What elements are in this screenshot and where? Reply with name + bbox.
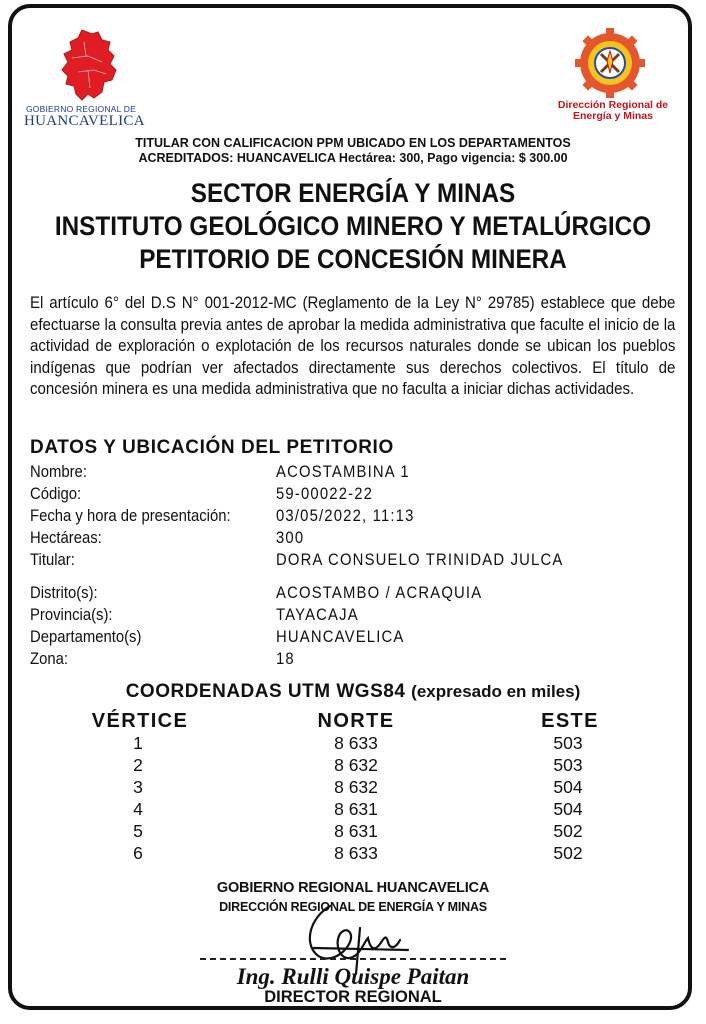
field-value: ACOSTAMBO / ACRAQUIA [276, 584, 483, 602]
signature-org-line2: DIRECCIÓN REGIONAL DE ENERGÍA Y MINAS [219, 900, 487, 914]
vertex-cell: 3 [133, 777, 143, 797]
column-header-este: ESTE [541, 710, 599, 732]
signature-line [200, 958, 506, 960]
section-title: DATOS Y UBICACIÓN DEL PETITORIO [30, 437, 394, 458]
coordinates-title-main: COORDENADAS UTM WGS84 [125, 681, 406, 702]
east-cell: 504 [553, 799, 583, 819]
legal-paragraph: El artículo 6° del D.S N° 001-2012-MC (Reglamento de la Ley N° 29785) establece que debe efectuarse la consulta previa antes de aprobar la medida administrativa que faculte el inicio de la actividad de exploración o explotación de los recursos naturales donde se ubican los pueblos indígenas que podrían ver afectados directamente sus derechos colectivos. El título de concesión minera es una medida administrativa que no faculta a iniciar dichas actividades. [30, 294, 676, 398]
logo-right-line2: Energía y Minas [573, 110, 653, 122]
field-label: Distrito(s): [30, 584, 98, 602]
signatory-role: DIRECTOR REGIONAL [264, 988, 442, 1006]
field-label: Provincia(s): [30, 606, 113, 624]
field-value: DORA CONSUELO TRINIDAD JULCA [276, 551, 564, 569]
direccion-regional-logo [538, 24, 688, 130]
logo-right-line1: Dirección Regional de [557, 99, 669, 111]
field-value: 18 [276, 650, 295, 668]
field-label: Departamento(s) [30, 628, 142, 646]
column-header-vertice: VÉRTICE [91, 710, 189, 732]
field-label: Titular: [30, 551, 75, 569]
signatory-name: Ing. Rulli Quispe Paitan [236, 964, 470, 989]
heading-line3: PETITORIO DE CONCESIÓN MINERA [139, 244, 567, 274]
east-cell: 504 [553, 777, 583, 797]
field-value: 03/05/2022, 11:13 [276, 507, 415, 525]
vertex-cell: 5 [133, 821, 143, 841]
heading-line2: INSTITUTO GEOLÓGICO MINERO Y METALÚRGICO [54, 211, 652, 241]
heading-line1: SECTOR ENERGÍA Y MINAS [190, 178, 516, 208]
column-header-norte: NORTE [317, 710, 395, 732]
logo-left-line2: HUANCAVELICA [24, 113, 145, 129]
vertex-cell: 4 [133, 799, 143, 819]
titular-line2: ACREDITADOS: HUANCAVELICA Hectárea: 300, Pago vigencia: $ 300.00 [138, 151, 568, 165]
north-cell: 8 633 [334, 733, 378, 753]
field-label: Código: [30, 485, 82, 503]
vertex-cell: 6 [133, 843, 143, 863]
north-cell: 8 631 [334, 821, 378, 841]
signature-org-line1: GOBIERNO REGIONAL HUANCAVELICA [216, 880, 490, 896]
gobierno-regional-logo [22, 22, 152, 130]
field-label: Nombre: [30, 463, 87, 481]
north-cell: 8 633 [334, 843, 378, 863]
field-label: Fecha y hora de presentación: [30, 507, 231, 525]
north-cell: 8 632 [334, 755, 378, 775]
field-value: HUANCAVELICA [276, 628, 405, 646]
east-cell: 502 [553, 843, 583, 863]
field-value: TAYACAJA [276, 606, 359, 624]
field-value: 300 [276, 529, 305, 547]
east-cell: 503 [553, 733, 583, 753]
field-label: Hectáreas: [30, 529, 102, 547]
east-cell: 502 [553, 821, 583, 841]
coordinates-title-suffix: (expresado en miles) [411, 682, 581, 701]
logo-left-line1: GOBIERNO REGIONAL DE [26, 104, 136, 114]
field-value: 59-00022-22 [276, 485, 374, 503]
east-cell: 503 [553, 755, 583, 775]
huancavelica-map-icon [58, 28, 120, 104]
vertex-cell: 1 [133, 733, 143, 753]
coordinates-title [0, 681, 706, 703]
field-label: Zona: [30, 650, 68, 668]
north-cell: 8 631 [334, 799, 378, 819]
field-value: ACOSTAMBINA 1 [276, 463, 410, 481]
vertex-cell: 2 [133, 755, 143, 775]
titular-line1: TITULAR CON CALIFICACION PPM UBICADO EN LOS DEPARTAMENTOS [135, 136, 571, 150]
gear-emblem-icon [574, 28, 646, 98]
north-cell: 8 632 [334, 777, 378, 797]
